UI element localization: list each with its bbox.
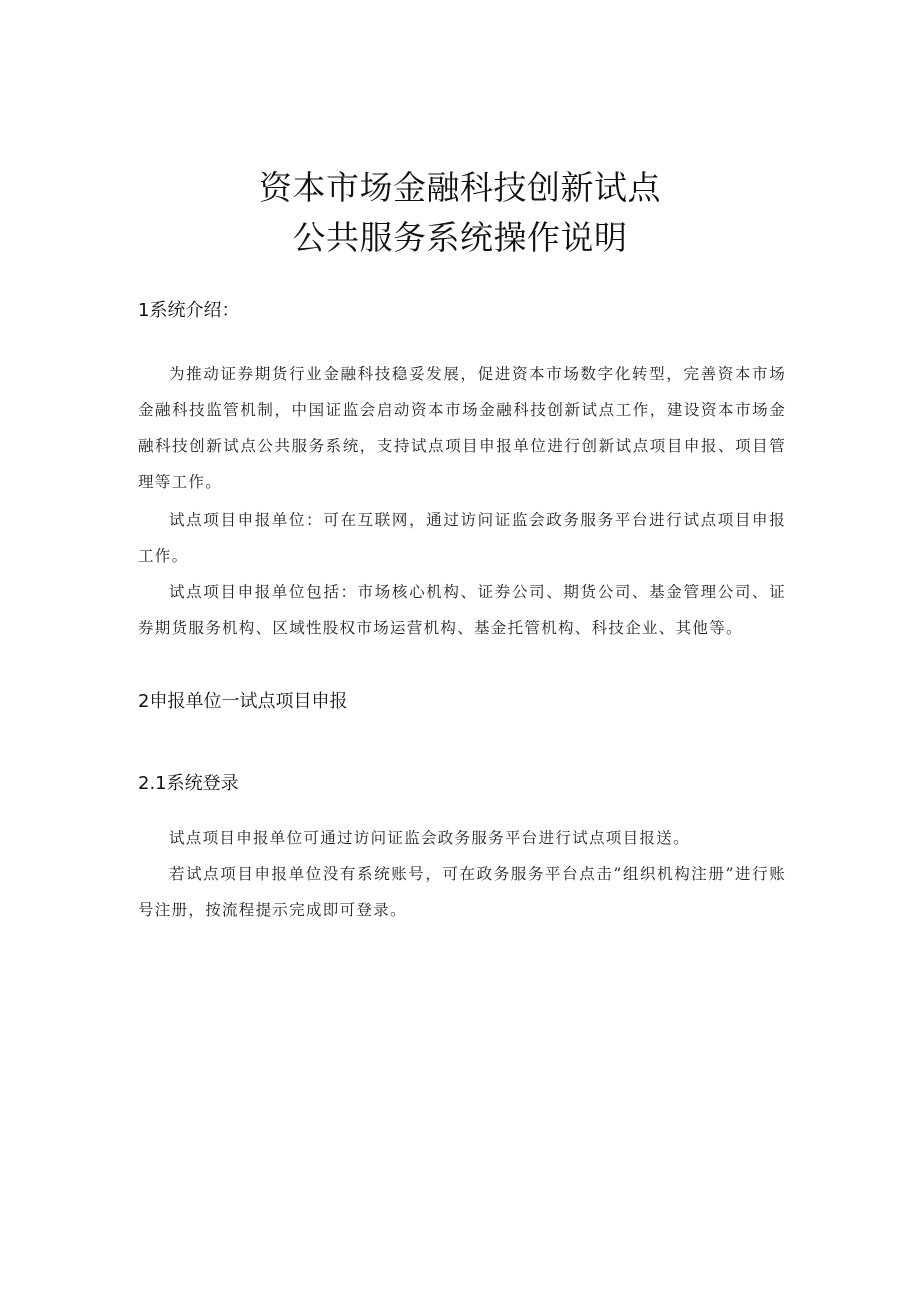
section-1-paragraph-3: 试点项目申报单位包括：市场核心机构、证券公司、期货公司、基金管理公司、证券期货服务机构、区域性股权市场运营机构、基金托管机构、科技企业、其他等。 xyxy=(138,583,786,637)
section-2-1-paragraph-2: 若试点项目申报单位没有系统账号，可在政务服务平台点击”组织机构注册”进行账号注册，按流程提示完成即可登录。 xyxy=(138,865,786,919)
section-1-paragraph-2: 试点项目申报单位：可在互联网，通过访问证监会政务服务平台进行试点项目申报工作。 xyxy=(138,511,786,565)
document-title-line-2: 公共服务系统操作说明 xyxy=(292,218,628,257)
section-2-1-paragraph-1: 试点项目申报单位可通过访问证监会政务服务平台进行试点项目报送。 xyxy=(169,829,690,847)
section-1-paragraph-1: 为推动证券期货行业金融科技稳妥发展，促进资本市场数字化转型，完善资本市场金融科技监管机制，中国证监会启动资本市场金融科技创新试点工作，建设资本市场金融科技创新试点公共服务系统，支持试点项目申报单位进行创新试点项目申报、项目管理等工作。 xyxy=(138,365,786,491)
section-1-heading: 1系统介绍： xyxy=(138,300,240,321)
section-2-heading: 2申报单位一试点项目申报 xyxy=(138,691,348,712)
section-2-1-heading: 2.1系统登录 xyxy=(138,773,239,794)
document-title-line-1: 资本市场金融科技创新试点 xyxy=(259,168,661,207)
